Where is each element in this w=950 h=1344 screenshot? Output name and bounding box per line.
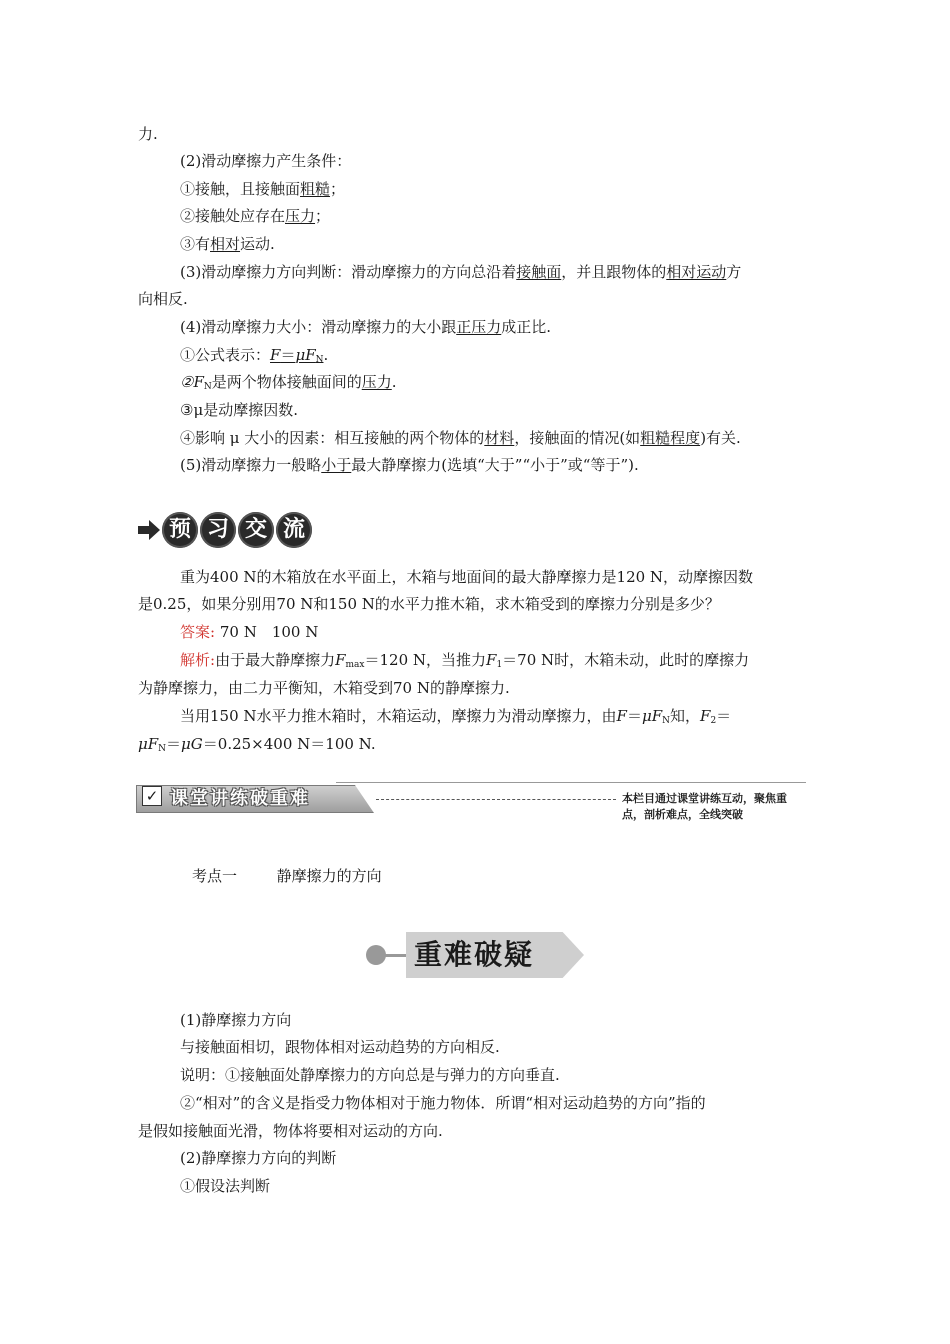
text-line <box>180 455 639 475</box>
line-text: . <box>391 373 397 391</box>
formula-symbol: F <box>486 651 497 669</box>
formula-blank <box>270 346 323 364</box>
answer-blank: 压力 <box>361 373 392 391</box>
answer-value: 70 N 100 N <box>219 623 319 641</box>
arrow-right-icon <box>138 520 160 540</box>
formula-symbol: ②F <box>180 373 204 391</box>
text-line <box>180 234 275 254</box>
formula-operator: ＝ <box>626 707 642 725</box>
line-text: 向相反. <box>138 290 188 308</box>
text-line <box>180 428 741 448</box>
answer-blank: 材料 <box>484 429 515 447</box>
text-line <box>180 206 330 226</box>
question-line <box>180 567 753 587</box>
line-text: 由于最大静摩擦力 <box>215 651 336 669</box>
text-line <box>180 372 397 397</box>
dashed-divider <box>376 799 616 800</box>
banner-char: 预 <box>162 512 198 548</box>
line-text: 是0.25，如果分别用70 N和150 N的水平力推木箱，求木箱受到的摩擦力分别是多少？ <box>138 595 720 613</box>
line-text: (2)滑动摩擦力产生条件： <box>180 152 352 170</box>
line-text: 知， <box>670 707 701 725</box>
formula-symbol: μF <box>641 707 663 725</box>
line-text: 方 <box>726 263 742 281</box>
analysis-line <box>180 706 731 731</box>
line-text: ； <box>330 180 346 198</box>
formula-symbol: μF <box>295 346 316 364</box>
line-text: 力. <box>138 125 158 143</box>
text-line <box>180 345 328 370</box>
text-line <box>180 1010 291 1030</box>
formula-symbol: F <box>335 651 346 669</box>
formula-symbol: F <box>700 707 711 725</box>
header-rule <box>336 782 806 783</box>
line-text: ③μ是动摩擦因数. <box>180 401 298 419</box>
line-text: ④影响 μ 大小的因素：相互接触的两个物体的 <box>180 429 485 447</box>
answer-label: 答案: <box>180 623 216 641</box>
banner-char: 流 <box>276 512 312 548</box>
formula-subscript: N <box>662 716 670 726</box>
formula-symbol: μG <box>181 735 203 753</box>
line-text: . <box>323 346 329 364</box>
line-text: ②“相对”的含义是指受力物体相对于施力物体．所谓“相对运动趋势的方向”指的 <box>180 1094 706 1112</box>
line-text: 重为400 N的木箱放在水平面上，木箱与地面间的最大静摩擦力是120 N，动摩擦因数 <box>180 568 754 586</box>
line-text: (4)滑动摩擦力大小：滑动摩擦力的大小跟 <box>180 318 457 336</box>
line-text: ＝70 N时，木箱未动，此时的摩擦力 <box>502 651 750 669</box>
line-text: 运动. <box>240 235 275 253</box>
analysis-line <box>138 678 510 698</box>
line-text: )有关. <box>700 429 741 447</box>
formula-operator: ＝ <box>280 346 296 364</box>
text-line <box>180 1093 706 1113</box>
banner-char: 习 <box>200 512 236 548</box>
text-line <box>180 1065 560 1085</box>
answer-line <box>180 622 318 642</box>
difficulty-banner <box>366 932 586 978</box>
formula-subscript: N <box>315 355 324 365</box>
line-text: ①接触，且接触面 <box>180 180 301 198</box>
line-text: 是假如接触面光滑，物体将要相对运动的方向. <box>138 1122 443 1140</box>
question-line <box>138 594 720 614</box>
analysis-line <box>180 650 749 675</box>
bullet-dot-icon <box>366 945 386 965</box>
analysis-line <box>138 734 376 759</box>
line-text: 与接触面相切，跟物体相对运动趋势的方向相反. <box>180 1038 500 1056</box>
classroom-section-header <box>136 782 806 821</box>
line-text: ②接触处应存在 <box>180 207 286 225</box>
text-line <box>180 179 345 199</box>
text-line <box>180 317 551 337</box>
formula-symbol: F <box>616 707 627 725</box>
line-text: 当用150 N水平力推木箱时，木箱运动，摩擦力为滑动摩擦力，由 <box>180 707 617 725</box>
formula-operator: ＝ <box>716 707 732 725</box>
answer-blank: 接触面 <box>516 263 562 281</box>
line-text: ； <box>315 207 331 225</box>
formula-subscript: N <box>203 382 212 392</box>
line-text: ①公式表示： <box>180 346 271 364</box>
line-text: (2)静摩擦力方向的判断 <box>180 1149 337 1167</box>
checkmark-icon: ✓ <box>142 786 162 806</box>
text-line <box>138 1121 443 1141</box>
line-text: 为静摩擦力，由二力平衡知，木箱受到70 N的静摩擦力. <box>138 679 510 697</box>
text-line <box>180 151 351 171</box>
text-line <box>180 1037 500 1057</box>
text-line <box>180 262 741 282</box>
text-line <box>180 1176 270 1196</box>
line-text: 成正比. <box>501 318 552 336</box>
answer-blank: 压力 <box>285 207 316 225</box>
formula-operator: ＝ <box>166 735 182 753</box>
text-line <box>138 124 158 144</box>
line-text: (3)滑动摩擦力方向判断：滑动摩擦力的方向总沿着 <box>180 263 517 281</box>
topic-title: 静摩擦力的方向 <box>276 867 382 885</box>
formula-subscript: 2 <box>710 716 717 726</box>
answer-blank: 相对运动 <box>666 263 727 281</box>
line-text: 是两个物体接触面间的 <box>211 373 362 391</box>
answer-blank: 粗糙程度 <box>640 429 701 447</box>
text-line <box>180 1148 336 1168</box>
section-description: 本栏目通过课堂讲练互动，聚焦重点，剖析难点，全线突破 <box>622 792 787 821</box>
topic-heading <box>192 866 382 886</box>
line-text: ①假设法判断 <box>180 1177 271 1195</box>
formula-subscript: N <box>158 744 167 754</box>
text-line <box>138 289 188 309</box>
formula-subscript: 1 <box>496 660 503 670</box>
line-text: ③有 <box>180 235 211 253</box>
analysis-label: 解析: <box>180 651 216 669</box>
line-text: (5)滑动摩擦力一般略 <box>180 456 322 474</box>
answer-blank: 粗糙 <box>300 180 331 198</box>
banner-char: 交 <box>238 512 274 548</box>
preview-exchange-banner <box>138 508 328 552</box>
answer-blank: 正压力 <box>456 318 502 336</box>
line-text: 说明：①接触面处静摩擦力的方向总是与弹力的方向垂直. <box>180 1066 560 1084</box>
formula-subscript: max <box>345 660 365 670</box>
answer-blank: 相对 <box>210 235 241 253</box>
answer-blank: 小于 <box>321 456 352 474</box>
line-text: ，并且跟物体的 <box>561 263 667 281</box>
line-text: 最大静摩擦力(选填“大于”“小于”或“等于”). <box>351 456 639 474</box>
banner-connector <box>384 954 408 957</box>
formula-symbol: μF <box>138 735 159 753</box>
banner-title: 重难破疑 <box>414 938 535 971</box>
section-title: 课堂讲练破重难 <box>170 788 310 809</box>
topic-label: 考点一 <box>192 867 238 885</box>
line-text: (1)静摩擦力方向 <box>180 1011 292 1029</box>
formula-symbol: F <box>270 346 281 364</box>
line-text: ，接触面的情况(如 <box>514 429 641 447</box>
line-text: ＝120 N，当推力 <box>364 651 487 669</box>
line-text: ＝0.25×400 N＝100 N. <box>202 735 376 753</box>
text-line <box>180 400 298 420</box>
